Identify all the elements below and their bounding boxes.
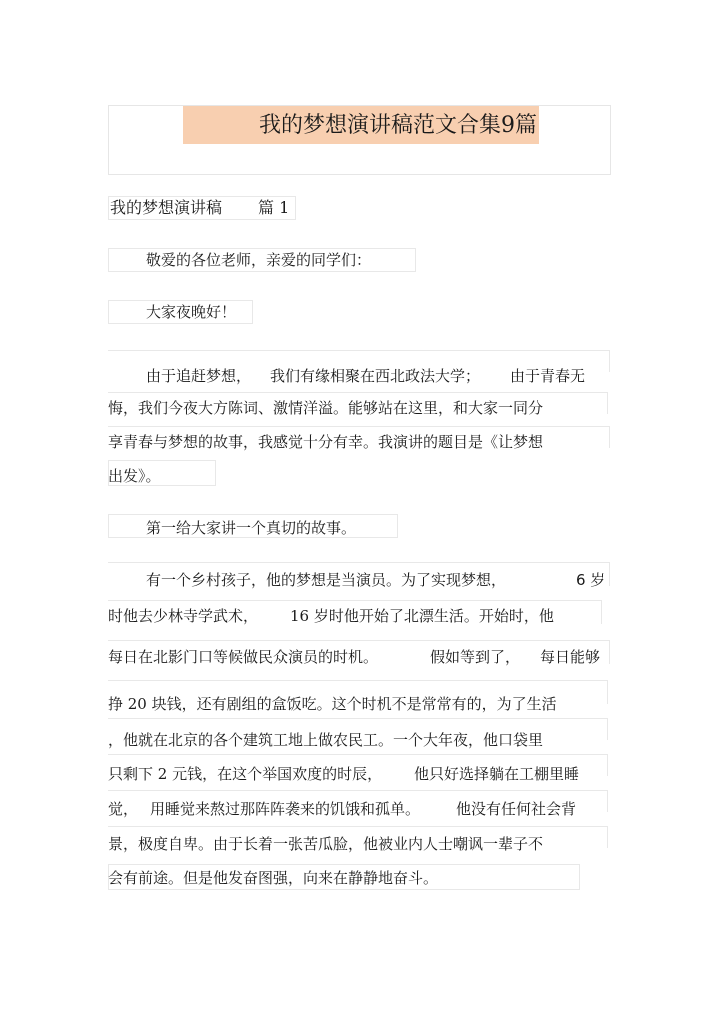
p3-line4: 挣 20 块钱，还有剧组的盒饭吃。这个时机不是常常有的，为了生活: [108, 695, 557, 713]
p3-line7-part3: 他没有任何社会背: [456, 800, 577, 818]
p3-line3-part1: 每日在北影门口等候做民众演员的时机。: [108, 648, 379, 666]
p1-line3: 享青春与梦想的故事，我感觉十分有幸。我演讲的题目是《让梦想: [108, 433, 544, 451]
p3-line3-part3: 每日能够: [540, 648, 601, 666]
p3-line7-part1: 觉，: [108, 800, 139, 818]
p3-line6-part2: 他只好选择躺在工棚里睡: [414, 765, 580, 783]
p1-line4: 出发》。: [108, 467, 161, 485]
greeting: 敬爱的各位老师，亲爱的同学们：: [146, 251, 372, 269]
paragraph2: 第一给大家讲一个真切的故事。: [146, 519, 357, 537]
p3-line2-part1: 时他去少林寺学武术，: [108, 607, 259, 625]
p1-line1-part1: 由于追赶梦想，: [146, 367, 252, 385]
p3-line1-part2: 6 岁: [576, 571, 606, 589]
p3-line6-part1: 只剩下 2 元钱，在这个举国欢度的时辰，: [108, 765, 383, 783]
section-heading-label: 我的梦想演讲稿: [110, 198, 223, 217]
p3-line1-part1: 有一个乡村孩子，他的梦想是当演员。为了实现梦想，: [146, 571, 507, 589]
p1-line1-part2: 我们有缘相聚在西北政法大学；: [270, 367, 481, 385]
p3-line3-part2: 假如等到了，: [430, 648, 521, 666]
p3-line8: 景，极度自卑。由于长着一张苦瓜脸，他被业内人士嘲讽一辈子不: [108, 835, 544, 853]
page-title: 我的梦想演讲稿范文合集9篇: [259, 113, 537, 138]
section-heading-number: 篇 1: [258, 198, 290, 217]
salutation: 大家夜晚好！: [146, 303, 237, 321]
p3-line9: 会有前途。但是他发奋图强，向来在静静地奋斗。: [108, 869, 439, 887]
p1-line2: 悔，我们今夜大方陈词、激情洋溢。能够站在这里，和大家一同分: [108, 399, 544, 417]
p3-line5: ，他就在北京的各个建筑工地上做农民工。一个大年夜，他口袋里: [108, 731, 544, 749]
p3-line2-part2: 16 岁时他开始了北漂生活。开始时，他: [290, 607, 554, 625]
p3-line7-part2: 用睡觉来熬过那阵阵袭来的饥饿和孤单。: [150, 800, 421, 818]
p1-line1-part3: 由于青春无: [510, 367, 586, 385]
